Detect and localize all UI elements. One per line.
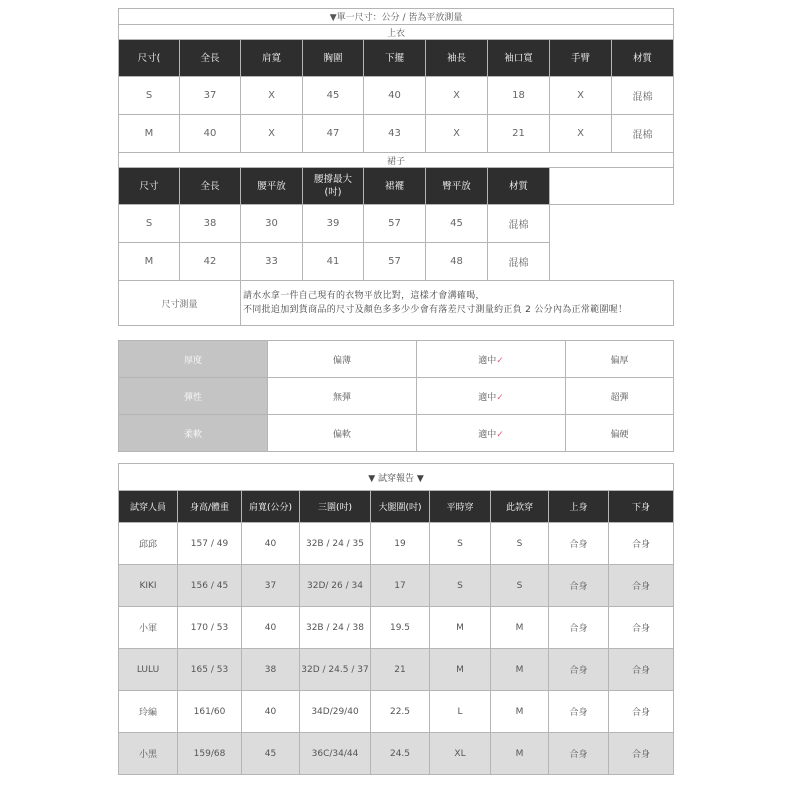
top-header-cell: 袖口寬 [488, 40, 550, 77]
fit-cell: 合身 [549, 733, 609, 775]
fit-cell: 合身 [549, 565, 609, 607]
feel-option [566, 341, 674, 378]
feel-option-text: 偏薄 [332, 355, 351, 366]
top-header-cell: 全長 [180, 40, 241, 77]
feel-option [417, 378, 566, 415]
feel-option-text: 偏厚 [610, 355, 629, 366]
fit-cell: 合身 [609, 649, 674, 691]
fit-cell: 19.5 [371, 607, 430, 649]
fit-row [119, 691, 674, 733]
feel-option [566, 415, 674, 452]
pants-size-cell: 57 [364, 243, 426, 281]
pants-size-cell: 33 [241, 243, 303, 281]
fit-cell: 161/60 [178, 691, 242, 733]
feel-label: 柔軟 [119, 415, 268, 452]
pants-header-cell: 材質 [488, 168, 550, 205]
fit-cell: 17 [371, 565, 430, 607]
pants-size-cell: M [119, 243, 180, 281]
pants-size-row [119, 243, 674, 281]
fit-cell: 合身 [609, 523, 674, 565]
top-size-row [119, 115, 674, 153]
fit-cell: S [491, 565, 549, 607]
feel-option-text: 超彈 [610, 392, 629, 403]
feel-option-text: 偏硬 [610, 429, 629, 440]
note-text [241, 281, 674, 326]
fit-header-cell: 下身 [609, 491, 674, 523]
top-size-cell: 40 [180, 115, 241, 153]
fit-cell: 32D/ 26 / 34 [300, 565, 371, 607]
fit-cell: 32B / 24 / 35 [300, 523, 371, 565]
feel-option [417, 415, 566, 452]
fit-header-cell: 上身 [549, 491, 609, 523]
note-line-1: 請水水拿一件自己現有的衣物平放比對，這樣才會溝確喝， [243, 291, 485, 301]
fit-header-cell: 平時穿 [430, 491, 491, 523]
pants-header-cell: 腰平放 [241, 168, 303, 205]
top-size-cell: 45 [303, 77, 364, 115]
top-header-cell: 手臂 [550, 40, 612, 77]
top-size-cell: 43 [364, 115, 426, 153]
fit-cell: 合身 [609, 565, 674, 607]
fit-cell: M [491, 691, 549, 733]
note-label: 尺寸測量 [119, 281, 241, 326]
size-table [118, 8, 674, 326]
top-size-cell: X [426, 115, 488, 153]
blank-cell [550, 168, 674, 205]
fit-cell: 24.5 [371, 733, 430, 775]
fit-cell: 19 [371, 523, 430, 565]
fit-cell: XL [430, 733, 491, 775]
pants-size-cell: 38 [180, 205, 241, 243]
fit-cell: S [491, 523, 549, 565]
feel-label: 厚度 [119, 341, 268, 378]
pants-header-cell: 全長 [180, 168, 241, 205]
top-size-cell: 混棉 [612, 77, 674, 115]
top-size-cell: M [119, 115, 180, 153]
pants-size-cell: 混棉 [488, 243, 550, 281]
feel-option [417, 341, 566, 378]
fit-header-cell: 肩寬(公分) [242, 491, 300, 523]
fit-header-cell: 試穿人員 [119, 491, 178, 523]
fit-cell: M [430, 649, 491, 691]
top-section-label: 上衣 [119, 25, 674, 40]
pants-header-cell: 尺寸 [119, 168, 180, 205]
check-icon: ✓ [496, 429, 504, 440]
top-size-cell: X [241, 77, 303, 115]
top-header-row [119, 40, 674, 77]
fit-cell: M [491, 607, 549, 649]
check-icon: ✓ [496, 355, 504, 366]
fit-cell: 157 / 49 [178, 523, 242, 565]
fit-cell: 159/68 [178, 733, 242, 775]
pants-size-cell: 41 [303, 243, 364, 281]
feel-row [119, 378, 674, 415]
fit-cell: 玲編 [119, 691, 178, 733]
fit-cell: 32B / 24 / 38 [300, 607, 371, 649]
fit-cell: 34D/29/40 [300, 691, 371, 733]
fit-header-cell: 三圍(吋) [300, 491, 371, 523]
fit-cell: 45 [242, 733, 300, 775]
feel-option-text: 適中 [478, 355, 497, 366]
top-size-cell: X [241, 115, 303, 153]
feel-row [119, 415, 674, 452]
fit-cell: 邱邱 [119, 523, 178, 565]
fit-cell: 40 [242, 691, 300, 733]
fit-cell: S [430, 565, 491, 607]
feel-option [268, 378, 417, 415]
top-size-cell: 37 [180, 77, 241, 115]
fit-cell: 合身 [609, 691, 674, 733]
fit-cell: 21 [371, 649, 430, 691]
top-size-cell: 40 [364, 77, 426, 115]
size-table-title: ▼單一尺寸：公分 / 皆為平放測量 [119, 9, 674, 25]
pants-size-cell: S [119, 205, 180, 243]
fit-cell: KIKI [119, 565, 178, 607]
top-header-cell: 肩寬 [241, 40, 303, 77]
note-line-2: 不同批追加到貨商品的尺寸及顏色多多少少會有落差尺寸測量約正負 2 公分內為正常範圍喔！ [243, 305, 628, 315]
fit-cell: 40 [242, 607, 300, 649]
fit-report-table [118, 463, 674, 775]
fit-cell: 小黑 [119, 733, 178, 775]
pants-size-cell: 混棉 [488, 205, 550, 243]
feel-option-text: 適中 [478, 429, 497, 440]
feel-option [268, 341, 417, 378]
top-size-cell: X [426, 77, 488, 115]
fit-cell: 165 / 53 [178, 649, 242, 691]
top-header-cell: 尺寸( [119, 40, 180, 77]
fit-cell: 32D / 24.5 / 37 [300, 649, 371, 691]
pants-header-cell: 腰撐最大 (吋) [303, 168, 364, 205]
feel-option-text: 適中 [478, 392, 497, 403]
fit-cell: 36C/34/44 [300, 733, 371, 775]
top-body [119, 77, 674, 153]
fit-cell: 40 [242, 523, 300, 565]
fit-header-cell: 大腿圍(吋) [371, 491, 430, 523]
feel-option-text: 無彈 [332, 392, 351, 403]
pants-size-cell: 39 [303, 205, 364, 243]
top-size-cell: 47 [303, 115, 364, 153]
pants-body [119, 205, 674, 281]
fit-cell: 合身 [549, 691, 609, 733]
top-header-cell: 下擺 [364, 40, 426, 77]
pants-size-row [119, 205, 674, 243]
fit-header-cell: 身高/體重 [178, 491, 242, 523]
fit-cell: 156 / 45 [178, 565, 242, 607]
pants-header-cell: 臀平放 [426, 168, 488, 205]
pants-size-cell: 57 [364, 205, 426, 243]
pants-size-cell: 45 [426, 205, 488, 243]
fit-cell: M [491, 733, 549, 775]
fit-cell: 合身 [609, 607, 674, 649]
pants-size-cell: 48 [426, 243, 488, 281]
feel-label: 彈性 [119, 378, 268, 415]
top-size-cell: X [550, 115, 612, 153]
top-size-cell: 18 [488, 77, 550, 115]
fit-cell: M [430, 607, 491, 649]
fit-cell: 合身 [549, 607, 609, 649]
feel-table [118, 340, 674, 452]
fit-row [119, 565, 674, 607]
fit-cell: 小軍 [119, 607, 178, 649]
top-header-cell: 胸圍 [303, 40, 364, 77]
fit-row [119, 649, 674, 691]
top-size-row [119, 77, 674, 115]
fit-row [119, 523, 674, 565]
top-size-cell: 混棉 [612, 115, 674, 153]
top-header-cell: 材質 [612, 40, 674, 77]
fit-cell: 22.5 [371, 691, 430, 733]
top-size-cell: X [550, 77, 612, 115]
top-size-cell: S [119, 77, 180, 115]
pants-header-cell: 裙襬 [364, 168, 426, 205]
pants-header-row [119, 168, 674, 205]
pants-size-cell: 42 [180, 243, 241, 281]
feel-option [268, 415, 417, 452]
check-icon: ✓ [496, 392, 504, 403]
fit-cell: 合身 [609, 733, 674, 775]
feel-option-text: 偏軟 [332, 429, 351, 440]
fit-cell: S [430, 523, 491, 565]
fit-row [119, 607, 674, 649]
fit-cell: 38 [242, 649, 300, 691]
fit-cell: M [491, 649, 549, 691]
feel-row [119, 341, 674, 378]
fit-cell: 合身 [549, 649, 609, 691]
fit-cell: 37 [242, 565, 300, 607]
feel-option [566, 378, 674, 415]
fit-cell: LULU [119, 649, 178, 691]
top-size-cell: 21 [488, 115, 550, 153]
pants-size-cell: 30 [241, 205, 303, 243]
fit-cell: 170 / 53 [178, 607, 242, 649]
pants-section-label: 裙子 [119, 153, 674, 168]
top-header-cell: 袖長 [426, 40, 488, 77]
fit-row [119, 733, 674, 775]
fit-report-title: ▼ 試穿報告 ▼ [119, 464, 674, 491]
fit-header-cell: 此款穿 [491, 491, 549, 523]
fit-header-row [119, 491, 674, 523]
fit-cell: 合身 [549, 523, 609, 565]
fit-cell: L [430, 691, 491, 733]
